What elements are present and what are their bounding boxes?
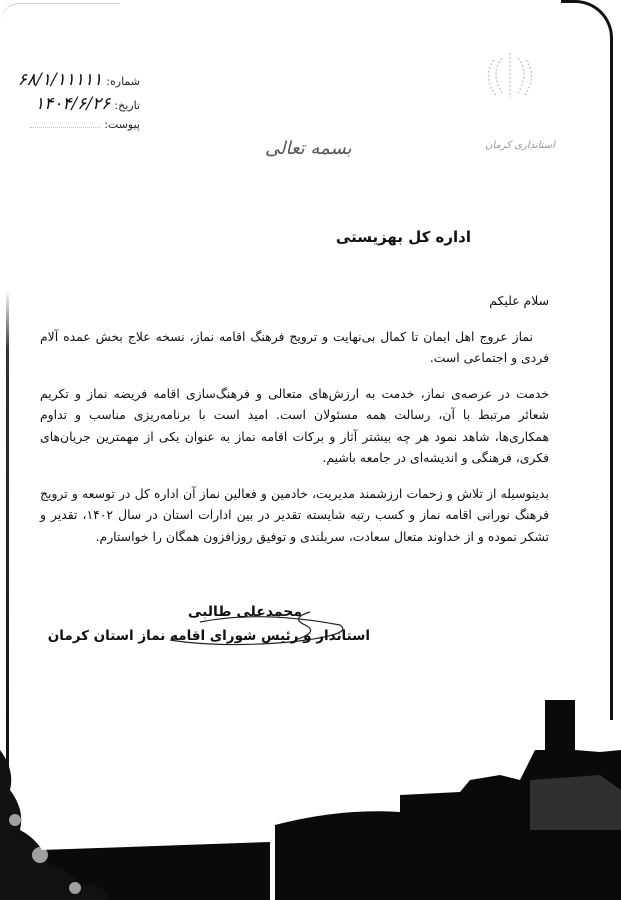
attachment-blank — [30, 119, 100, 128]
paragraph-3: بدینوسیله از تلاش و زحمات ارزشمند مدیریت، خادمین و فعالین نماز آن اداره کل در توسعه و ترویج فرهنگ نورانی اقامه نماز و کسب رتبه شایسته تقدیر در بین ادارات استان در سال ۱۴۰۲، تقدیر و تشکر نموده و از خداوند متعال سعادت، سربلندی و توفیق روزافزون همگان را خواستارم. — [40, 485, 549, 544]
number-label: شماره: — [106, 75, 140, 88]
frame-border-right — [561, 0, 613, 720]
attachment-row — [20, 118, 140, 142]
paragraph-1: نماز عروج اهل ایمان تا کمال بی‌نهایت و ترویج فرهنگ اقامه نماز، نسخه علاج بخش عمده آلام فردی و اجتماعی است. — [40, 328, 549, 365]
letter-metadata — [17, 70, 140, 142]
fortress-silhouette-icon — [0, 680, 621, 900]
number-row — [17, 70, 140, 94]
recipient: اداره کل بهزیستی — [335, 228, 471, 246]
greeting: سلام علیکم — [489, 293, 549, 308]
date-value: ۱۴۰۴/۶/۲۶ — [35, 94, 111, 114]
number-value: ۶۸/۱/۱۱۱۱۱ — [17, 70, 103, 90]
signature-block — [47, 604, 370, 644]
date-row — [20, 94, 140, 118]
paragraph-2: خدمت در عرصه‌ی نماز، خدمت به ارزش‌های متعالی و فرهنگ‌سازی اقامه فریضه نماز و تکریم شعائر مرتبط با آن، رسالت همه مسئولان است. امید است با برنامه‌ریزی مناسب و تداوم همکاری‌ها، شاهد نمود هر چه بیشتر آثار و برکات اقامه نماز به عنوان یکی از مهمترین جریان‌های فکری، فرهنگی و اندیشه‌ای در جامعه باشیم. — [40, 385, 549, 465]
signer-name: محمدعلی طالبی — [187, 604, 303, 620]
letter-body — [40, 290, 549, 561]
ministry-name: استانداری کرمان — [485, 140, 555, 151]
signer-title: استاندار و رئیس شورای اقامه نماز استان کرمان — [47, 628, 370, 644]
iran-emblem-icon — [480, 48, 540, 103]
attachment-label: پیوست: — [104, 118, 140, 131]
bismillah: بسمه تعالی — [265, 138, 352, 159]
date-label: تاریخ: — [114, 99, 140, 112]
frame-border-top-left — [0, 3, 120, 24]
